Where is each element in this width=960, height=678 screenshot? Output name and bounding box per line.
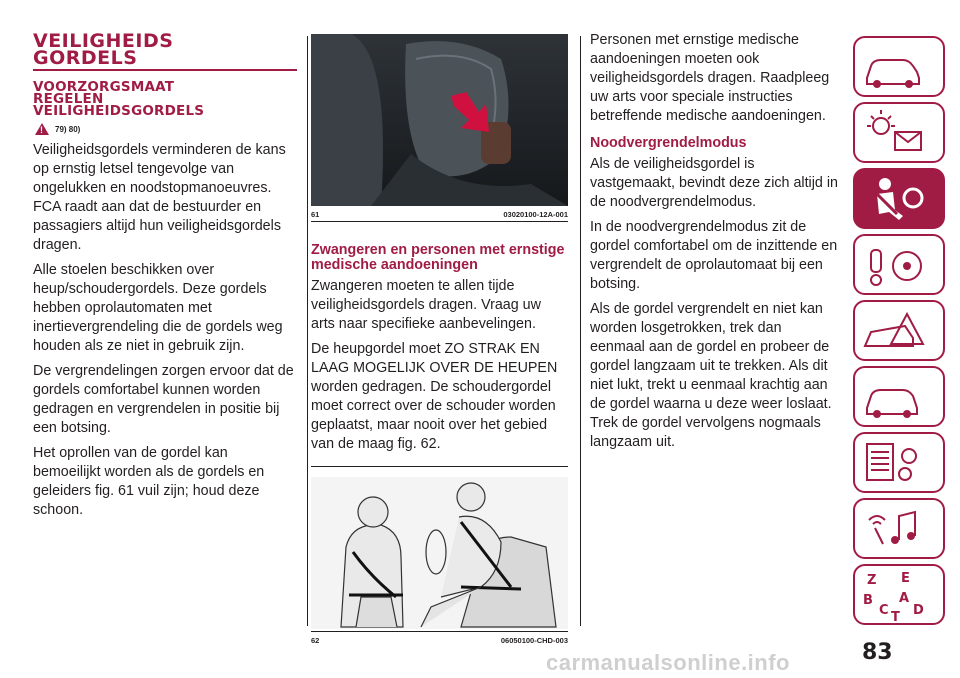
paragraph: Als de veiligheidsgordel is vastgemaakt, bevindt deze zich altijd in de noodvergrendelmodus.: [590, 156, 838, 210]
figure-code: 03020100-12A-001: [503, 210, 568, 219]
paragraph: Alle stoelen beschikken over heup/schoudergordels. Deze gordels hebben oprolautomaten met inertievergrendeling die de gordels weg houden als ze niet in gebruik zijn.: [33, 262, 283, 354]
paragraph: De heupgordel moet ZO STRAK EN LAAG MOGELIJK OVER DE HEUPEN worden gedragen. De schoudergordel moet correct over de schouder worden geplaatst, maar nooit over het gebied van de maag fig. 62.: [311, 341, 558, 452]
warning-triangle-icon: !: [35, 123, 49, 135]
index-letter: C: [879, 603, 889, 618]
sidebar-item-emergency[interactable]: [853, 300, 945, 361]
paragraph: In de noodvergrendelmodus zit de gordel comfortabel om de inzittende en vergrendelt de oprolautomaat bij een botsing.: [590, 219, 838, 292]
sidebar-item-safety[interactable]: [853, 168, 945, 229]
figure-rule: [311, 221, 568, 222]
section-title: VEILIGHEIDS GORDELS: [33, 30, 174, 69]
sidebar-item-index[interactable]: [853, 564, 945, 625]
column-divider: [580, 36, 581, 626]
column-divider: [307, 36, 308, 626]
sidebar-item-car[interactable]: [853, 36, 945, 97]
index-letter: T: [891, 610, 900, 623]
figure-61-caption: [311, 206, 568, 219]
seatbelt-safety-icon: [855, 170, 943, 227]
figure-62-illustration: [311, 477, 568, 629]
watermark: carmanualsonline.info: [546, 650, 790, 675]
seatbelt-diagram-image: [311, 477, 568, 629]
figure-number: 62: [311, 636, 320, 645]
section-heading: Zwangeren en personen met ernstige medische aandoeningen: [311, 242, 565, 273]
index-letter: B: [863, 593, 873, 608]
column-2: [311, 0, 568, 645]
figure-code: 06050100-CHD-003: [500, 636, 568, 645]
key-steering-wheel-icon: [855, 236, 943, 293]
sidebar-item-starting-driving[interactable]: [853, 234, 945, 295]
figure-rule: [311, 466, 568, 467]
paragraph: Als de gordel vergrendelt en niet kan worden losgetrokken, trek dan eenmaal aan de gordel en probeer de gordel langzaam uit te trekken. Als dit niet lukt, trekt u eenmaal krachtig aan de gordel waarna u deze weer loslaat. Trek de gordel vervolgens nogmaals langzaam uit.: [590, 301, 832, 450]
figure-number: 61: [311, 210, 320, 219]
index-letter: Z: [867, 573, 877, 588]
figure-61-photo: [311, 34, 568, 206]
section-subtitle: VOORZORGSMAAT REGELEN VEILIGHEIDSGORDELS: [33, 79, 205, 119]
title-rule: [33, 69, 297, 71]
column-1: [33, 0, 297, 526]
warning-lights-icon: [855, 104, 943, 161]
page-number: 83: [862, 640, 893, 665]
paragraph: Zwangeren moeten te allen tijde veiligheidsgordels dragen. Vraag uw arts naar specifieke aanbevelingen.: [311, 278, 541, 332]
index-letter: E: [901, 571, 910, 586]
section-heading: Noodvergrendelmodus: [590, 135, 747, 151]
paragraph: Het oprollen van de gordel kan bemoeilijkt worden als de gordels en geleiders fig. 61 vuil zijn; houd deze schoon.: [33, 445, 265, 518]
sidebar-item-technical-data[interactable]: [853, 432, 945, 493]
seat-headrest-image: [311, 34, 568, 206]
technical-data-icon: [855, 434, 943, 491]
index-letter: D: [913, 603, 924, 618]
warning-ref-text: 79) 80): [55, 124, 81, 134]
warning-reference: [35, 123, 297, 135]
index-letter: A: [899, 591, 910, 606]
sidebar-item-maintenance[interactable]: [853, 366, 945, 427]
figure-62-caption: [311, 632, 568, 645]
paragraph: De vergrendelingen zorgen ervoor dat de gordels comfortabel kunnen worden gedragen en vergrendelen in positie bij een botsing.: [33, 363, 294, 436]
paragraph: Personen met ernstige medische aandoeningen moeten ook veiligheidsgordels dragen. Raadpleeg uw arts voor speciale instructies betreffende medische aandoeningen.: [590, 32, 830, 124]
column-3: [590, 0, 840, 458]
sidebar-item-warning-lights[interactable]: [853, 102, 945, 163]
index-icon: [855, 566, 943, 623]
paragraph: Veiligheidsgordels verminderen de kans op ernstig letsel tengevolge van ongelukken en noodstopmanoeuvres. FCA raadt aan dat de bestuurder en passagiers altijd hun veiligheidsgordels dragen.: [33, 142, 286, 253]
car-maintenance-icon: [855, 368, 943, 425]
multimedia-icon: [855, 500, 943, 557]
car-icon: [855, 38, 943, 95]
sidebar-item-multimedia[interactable]: [853, 498, 945, 559]
breakdown-icon: [855, 302, 943, 359]
